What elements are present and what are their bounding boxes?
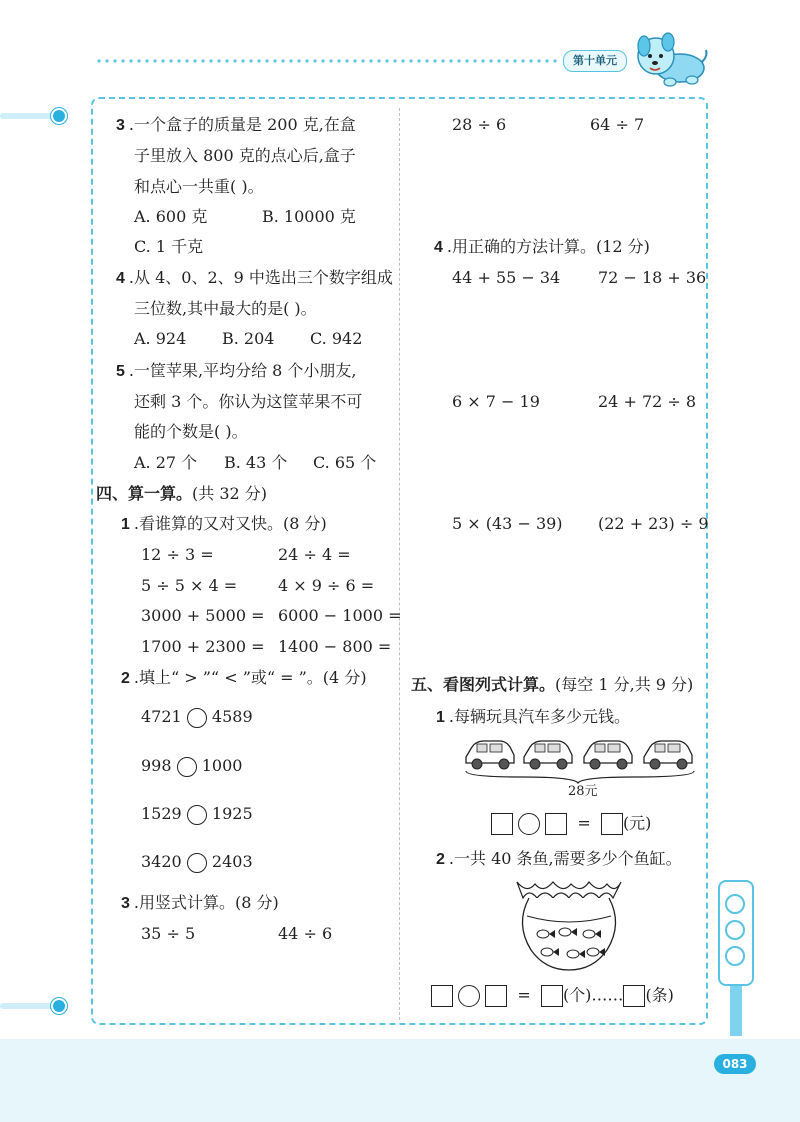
side-knob-bottom [51, 998, 67, 1014]
compare-blank[interactable] [177, 757, 197, 777]
s5q1-equation: = (元) [491, 813, 651, 835]
s4q1-title: 1 .看谁算的又对又快。(8 分) [121, 514, 327, 533]
q4-line2: 三位数,其中最大的是( )。 [134, 299, 317, 318]
toy-car-icon [524, 741, 572, 769]
s4q1-item: 12 ÷ 3 = [141, 545, 214, 564]
s4q1-item: 1700 + 2300 = [141, 637, 265, 656]
s5q1-title: 1 .每辆玩具汽车多少元钱。 [436, 707, 630, 726]
q4-option-a: A. 924 [134, 329, 187, 348]
side-tab-top [0, 113, 58, 119]
side-knob-top [51, 108, 67, 124]
s5q2-equation: = (个)…… (条) [431, 985, 674, 1007]
s4q1-item: 3000 + 5000 = [141, 606, 265, 625]
toy-car-icon [584, 741, 632, 769]
operator-circle[interactable] [458, 985, 480, 1007]
compare-blank[interactable] [187, 805, 207, 825]
s4q4-title: 4 .用正确的方法计算。(12 分) [434, 237, 650, 256]
lamp-icon [725, 920, 745, 940]
q3-option-a: A. 600 克 [134, 207, 208, 226]
s5q2-title: 2 .一共 40 条鱼,需要多少个鱼缸。 [436, 849, 682, 868]
answer-box[interactable] [431, 985, 453, 1007]
compare-row: 4721 4589 [141, 707, 253, 726]
footer-band [0, 1039, 800, 1122]
vertical-calc-item: 28 ÷ 6 [452, 115, 507, 134]
puppy-mascot-icon [628, 28, 710, 90]
answer-box[interactable] [485, 985, 507, 1007]
q5-option-a: A. 27 个 [134, 453, 198, 472]
answer-box[interactable] [601, 813, 623, 835]
answer-box[interactable] [541, 985, 563, 1007]
lamp-icon [725, 946, 745, 966]
s4q1-item: 6000 − 1000 = [278, 606, 402, 625]
s4q3-title: 3 .用竖式计算。(8 分) [121, 893, 279, 912]
toy-car-icon [466, 741, 514, 769]
vertical-calc-item: 64 ÷ 7 [590, 115, 645, 134]
calc-item: 24 + 72 ÷ 8 [598, 392, 697, 411]
q4-option-b: B. 204 [222, 329, 275, 348]
q3-line1: 3 .一个盒子的质量是 200 克,在盒 [116, 115, 356, 134]
s4q1-item: 24 ÷ 4 = [278, 545, 351, 564]
q4-option-c: C. 942 [310, 329, 363, 348]
s4q1-item: 4 × 9 ÷ 6 = [278, 576, 375, 595]
compare-blank[interactable] [187, 708, 207, 728]
s4q1-item: 1400 − 800 = [278, 637, 392, 656]
vertical-calc-item: 35 ÷ 5 [141, 924, 196, 943]
traffic-light-pole [730, 986, 742, 1036]
q3-line2: 子里放入 800 克的点心后,盒子 [134, 146, 356, 165]
column-divider [399, 108, 400, 1020]
s4q1-item: 5 ÷ 5 × 4 = [141, 576, 238, 595]
unit-badge: 第十单元 [563, 50, 627, 72]
calc-item: 6 × 7 − 19 [452, 392, 540, 411]
calc-item: 5 × (43 − 39) [452, 514, 563, 533]
answer-box[interactable] [491, 813, 513, 835]
q5-option-c: C. 65 个 [313, 453, 377, 472]
q4-line1: 4 .从 4、0、2、9 中选出三个数字组成 [116, 268, 393, 287]
compare-row: 998 1000 [141, 756, 243, 775]
q3-option-b: B. 10000 克 [262, 207, 356, 226]
q3-line3: 和点心一共重( )。 [134, 177, 264, 196]
q5-line2: 还剩 3 个。你认为这筐苹果不可 [134, 392, 363, 411]
calc-item: (22 + 23) ÷ 9 [598, 514, 709, 533]
q3-option-c: C. 1 千克 [134, 237, 204, 256]
traffic-light-icon [718, 880, 754, 986]
price-label: 28元 [568, 784, 598, 799]
side-tab-bottom [0, 1003, 58, 1009]
q5-line3: 能的个数是( )。 [134, 422, 248, 441]
q5-line1: 5 .一筐苹果,平均分给 8 个小朋友, [116, 361, 357, 380]
page-number: 083 [714, 1054, 756, 1074]
vertical-calc-item: 44 ÷ 6 [278, 924, 333, 943]
calc-item: 72 − 18 + 36 [598, 268, 707, 287]
answer-box[interactable] [623, 985, 645, 1007]
compare-row: 1529 1925 [141, 804, 253, 823]
q5-option-b: B. 43 个 [224, 453, 288, 472]
section-4-heading: 四、算一算。(共 32 分) [96, 484, 268, 503]
toy-car-icon [644, 741, 692, 769]
answer-box[interactable] [545, 813, 567, 835]
section-5-heading: 五、看图列式计算。(每空 1 分,共 9 分) [411, 675, 694, 694]
compare-blank[interactable] [187, 853, 207, 873]
fish-bowl-illustration [513, 876, 625, 974]
lamp-icon [725, 894, 745, 914]
header-dotted-line [95, 59, 560, 63]
compare-row: 3420 2403 [141, 852, 253, 871]
calc-item: 44 + 55 − 34 [452, 268, 561, 287]
operator-circle[interactable] [518, 813, 540, 835]
s4q2-title: 2 .填上“ > ”“ < ”或“ = ”。(4 分) [121, 668, 367, 687]
